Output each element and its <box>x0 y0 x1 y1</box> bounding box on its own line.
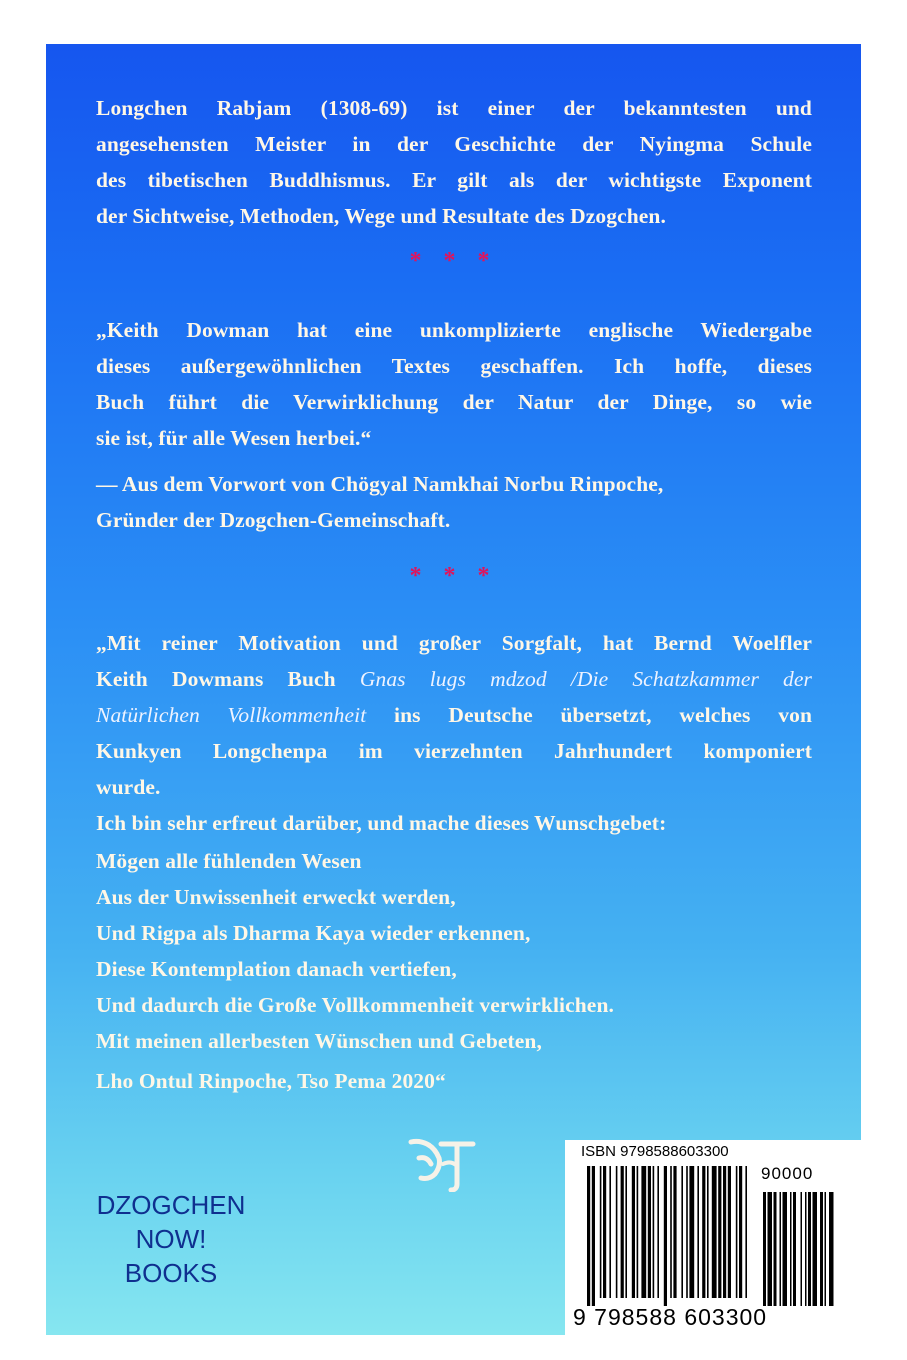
quote-line <box>96 697 812 733</box>
signature <box>96 1063 812 1099</box>
quote-text: Keith Dowmans Buch <box>96 667 360 691</box>
intro-line: Longchen Rabjam (1308-69) ist einer der bekanntesten und <box>96 96 812 120</box>
quote-line: dieses außergewöhnlichen Textes geschaffen. Ich hoffe, dieses <box>96 354 812 378</box>
intro-line: des tibetischen Buddhismus. Er gilt als der wichtigste Exponent <box>96 168 812 192</box>
separator-stars: * * * <box>409 248 498 274</box>
prayer-line: Mögen alle fühlenden Wesen <box>96 849 362 873</box>
quote-norbu <box>96 312 812 456</box>
attribution-line: — Aus dem Vorwort von Chögyal Namkhai Norbu Rinpoche, <box>96 472 664 496</box>
book-title-italic: Natürlichen Vollkommenheit <box>96 703 367 727</box>
publisher-line: DZOGCHEN <box>96 1190 246 1220</box>
separator-stars: * * * <box>409 563 498 589</box>
quote-attribution <box>96 466 812 538</box>
quote-line: Ich bin sehr erfreut darüber, und mache dieses Wunschgebet: <box>96 811 667 835</box>
signature-line: Lho Ontul Rinpoche, Tso Pema 2020“ <box>96 1069 446 1093</box>
quote-line: „Keith Dowman hat eine unkomplizierte englische Wiedergabe <box>96 318 812 342</box>
quote-line: sie ist, für alle Wesen herbei.“ <box>96 426 372 450</box>
publisher-line: NOW! <box>135 1224 207 1254</box>
publisher-logo <box>78 1188 264 1290</box>
add-on-number: 90000 <box>761 1164 814 1183</box>
prayer-line: Mit meinen allerbesten Wünschen und Gebeten, <box>96 1029 542 1053</box>
quote-ontul <box>96 625 812 841</box>
quote-text: ins Deutsche übersetzt, welches von <box>366 703 812 727</box>
prayer-line: Und dadurch die Große Vollkommenheit verwirklichen. <box>96 993 614 1017</box>
publisher-line: BOOKS <box>124 1258 218 1288</box>
tibetan-a-symbol-icon <box>405 1136 477 1192</box>
barcode-digits: 9 798588 603300 <box>573 1304 768 1330</box>
quote-line: Kunkyen Longchenpa im vierzehnten Jahrhundert komponiert <box>96 739 812 763</box>
quote-line <box>96 661 812 697</box>
barcode-block <box>565 1140 861 1336</box>
quote-line: wurde. <box>96 775 161 799</box>
barcode-icon <box>587 1166 837 1306</box>
isbn-label: ISBN 9798588603300 <box>581 1143 729 1160</box>
quote-line: „Mit reiner Motivation und großer Sorgfalt, hat Bernd Woelfler <box>96 631 812 655</box>
book-title-italic: Gnas lugs mdzod /Die Schatzkammer der <box>359 667 812 691</box>
prayer-line: Und Rigpa als Dharma Kaya wieder erkennen, <box>96 921 531 945</box>
prayer-line: Diese Kontemplation danach vertiefen, <box>96 957 457 981</box>
intro-line: der Sichtweise, Methoden, Wege und Resultate des Dzogchen. <box>96 204 666 228</box>
quote-line: Buch führt die Verwirklichung der Natur der Dinge, so wie <box>96 390 812 414</box>
prayer <box>96 843 812 1059</box>
intro-paragraph <box>96 90 812 234</box>
intro-line: angesehensten Meister in der Geschichte der Nyingma Schule <box>96 132 812 156</box>
prayer-line: Aus der Unwissenheit erweckt werden, <box>96 885 456 909</box>
attribution-line: Gründer der Dzogchen-Gemeinschaft. <box>96 508 451 532</box>
